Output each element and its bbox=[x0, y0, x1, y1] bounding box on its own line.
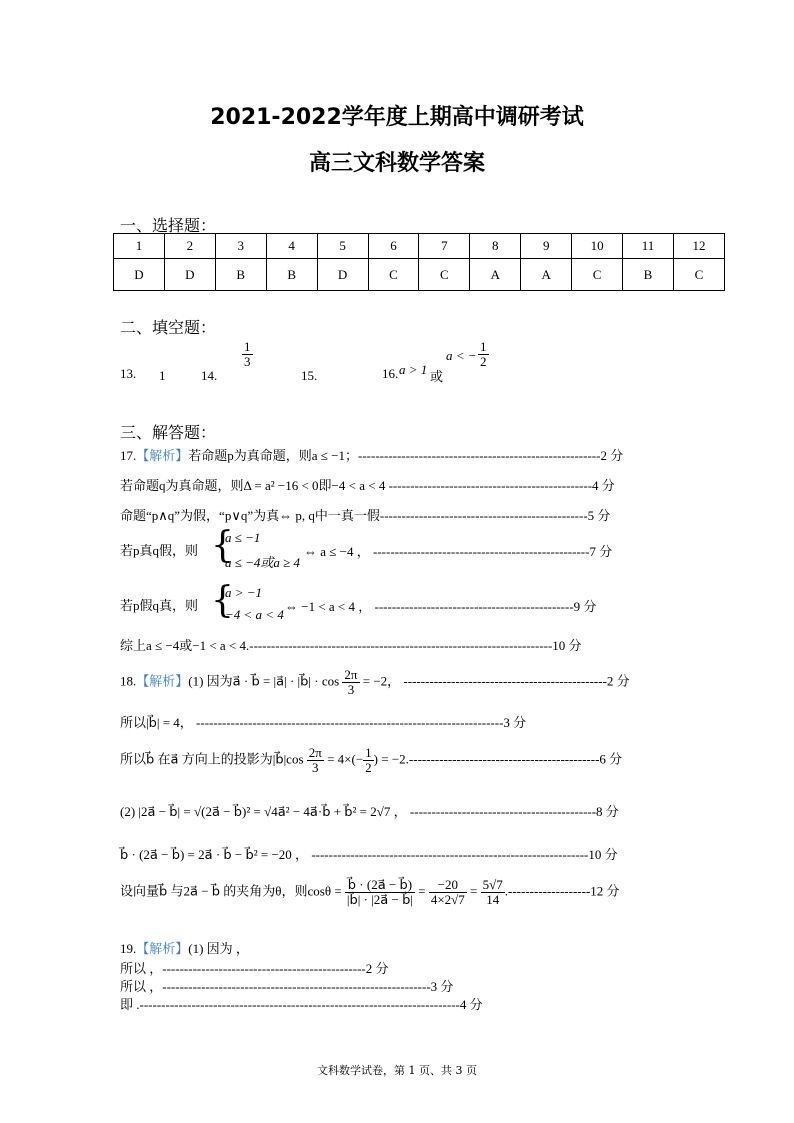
answer-cell: B bbox=[215, 259, 266, 291]
q18-text-4: (2) |2a⃗ − b⃗| = √(2a⃗ − b⃗)² = √4a⃗² − 4a⃗·b⃗ + b⃗² = 2√7 ， bbox=[120, 804, 407, 819]
page-footer: 文科数学试卷，第 1 页、共 3 页 bbox=[317, 1064, 477, 1077]
q18-score-1: -----------------------------------------------2 分 bbox=[403, 673, 630, 689]
q18-text-5: b⃗ · (2a⃗ − b⃗) = 2a⃗ · b⃗ − b⃗² = −20 ， bbox=[120, 847, 309, 862]
q17-case-top-1: a ≤ −1 bbox=[225, 530, 261, 545]
q17-result-4: ⇔ a ≤ −4 ， bbox=[304, 544, 370, 559]
question-number-cell: 12 bbox=[673, 234, 724, 259]
q18-score-6: .-------------------12 分 bbox=[504, 883, 620, 899]
q17-line-4-post bbox=[304, 541, 612, 560]
q18-score-3: --------------------------------------------6 分 bbox=[408, 751, 623, 767]
q14-label: 14. bbox=[201, 368, 218, 383]
q17-score-4: --------------------------------------------------7 分 bbox=[373, 544, 613, 559]
answer-cell: B bbox=[623, 259, 674, 291]
q18-frac3-den: 2 bbox=[365, 760, 372, 775]
q17-line-1 bbox=[120, 445, 623, 464]
q16-denominator: 2 bbox=[480, 354, 487, 369]
q18-line-4 bbox=[120, 801, 619, 820]
q18-frac5-num: −20 bbox=[429, 878, 467, 893]
answer-table bbox=[113, 233, 725, 291]
q18-line-6 bbox=[120, 878, 620, 907]
question-number-cell: 4 bbox=[266, 234, 317, 259]
answer-cell: B bbox=[266, 259, 317, 291]
q17-line-2 bbox=[120, 475, 615, 494]
q17-line-5-post bbox=[285, 596, 596, 615]
q18-score-5: ----------------------------------------------------------------10 分 bbox=[311, 847, 618, 862]
q19-number: 19. bbox=[120, 941, 137, 956]
q18-number: 18. bbox=[120, 673, 137, 689]
q16-label: 16. bbox=[382, 366, 399, 381]
answer-cell: D bbox=[164, 259, 215, 291]
q19-score-4: --------------------------------------------------------------------------4 分 bbox=[139, 997, 483, 1012]
answer-cell: C bbox=[368, 259, 419, 291]
q19-line-2 bbox=[120, 958, 388, 977]
q19-score-3: --------------------------------------------------------------3 分 bbox=[162, 979, 454, 994]
answer-cell: C bbox=[419, 259, 470, 291]
q16-or: 或 bbox=[430, 369, 444, 384]
q18-frac2-num: 2π bbox=[308, 745, 322, 760]
q19-text-4: 即 . bbox=[120, 997, 140, 1012]
answer-table-number-row bbox=[114, 234, 725, 259]
q17-case-top-2: a > −1 bbox=[225, 585, 263, 600]
q19-line-4 bbox=[120, 994, 483, 1013]
q17-case-bot-2: −4 < a < 4 bbox=[225, 607, 284, 622]
answer-cell: D bbox=[114, 259, 165, 291]
question-number-cell: 5 bbox=[317, 234, 368, 259]
q13-answer: 1 bbox=[159, 368, 166, 383]
q19-text-1: (1) 因为 ， bbox=[188, 941, 249, 956]
answer-cell: A bbox=[470, 259, 521, 291]
q16-fraction bbox=[478, 340, 489, 369]
q18-line-2 bbox=[120, 712, 526, 731]
q17-text-6: 综上a ≤ −4或−1 < a < 4. bbox=[120, 638, 250, 653]
q18-frac1-num: 2π bbox=[344, 667, 358, 682]
q17-score-3: ------------------------------------------------5 分 bbox=[379, 508, 611, 523]
q14-numerator: 1 bbox=[244, 339, 251, 354]
answer-table-answer-row bbox=[114, 259, 725, 291]
section-heading-solutions: 三、解答题： bbox=[120, 423, 217, 442]
q18-score-2: -----------------------------------------------------------------------3 分 bbox=[196, 715, 527, 730]
q18-score-4: -------------------------------------------8 分 bbox=[409, 804, 619, 819]
q18-text-3b: = 4×(− bbox=[327, 751, 364, 767]
answer-cell: C bbox=[673, 259, 724, 291]
q18-line-5 bbox=[120, 844, 618, 863]
q19-line-1 bbox=[120, 938, 249, 957]
q19-text-2: 所以 ， bbox=[120, 961, 163, 976]
q18-text-1a: (1) 因为a⃗ · b⃗ = |a⃗| · |b⃗| · cos bbox=[188, 673, 340, 689]
document-title: 2021-2022学年度上期高中调研考试 bbox=[210, 105, 584, 130]
q17-line-5 bbox=[120, 595, 198, 614]
question-number-cell: 1 bbox=[114, 234, 165, 259]
q18-frac3-num: 1 bbox=[365, 745, 372, 760]
q18-frac4-num: b⃗ · (2a⃗ − b⃗) bbox=[345, 878, 415, 893]
q16-numerator: 1 bbox=[480, 339, 487, 354]
q18-text-3a: 所以b⃗ 在a⃗ 方向上的投影为|b⃗|cos bbox=[120, 751, 304, 767]
q17-line-6 bbox=[120, 635, 582, 654]
q17-score-1: --------------------------------------------------------2 分 bbox=[358, 448, 624, 463]
q19-score-2: -----------------------------------------------2 分 bbox=[162, 961, 389, 976]
question-number-cell: 9 bbox=[521, 234, 572, 259]
answer-cell: D bbox=[317, 259, 368, 291]
q17-result-5: ⇔ −1 < a < 4 ， bbox=[285, 599, 372, 614]
q17-text-5: 若p假q真，则 bbox=[120, 598, 199, 613]
answer-cell: C bbox=[572, 259, 623, 291]
q18-line-3 bbox=[120, 746, 622, 775]
analysis-tag-18: 【解析】 bbox=[136, 673, 189, 689]
q18-eq-1: = bbox=[418, 883, 426, 899]
q13-label: 13. bbox=[120, 366, 137, 381]
q18-frac5-den: 4×2√7 bbox=[430, 892, 465, 907]
answer-cell: A bbox=[521, 259, 572, 291]
q19-line-3 bbox=[120, 976, 453, 995]
q16-part2: a < − bbox=[446, 348, 477, 363]
question-number-cell: 10 bbox=[572, 234, 623, 259]
q18-frac4-den: |b⃗| · |2a⃗ − b⃗| bbox=[346, 892, 413, 907]
q16-part1: a > 1 bbox=[399, 362, 428, 377]
q18-frac6-num: 5√7 bbox=[482, 877, 503, 892]
q15-label: 15. bbox=[301, 368, 318, 383]
q18-frac6-den: 14 bbox=[486, 892, 500, 907]
q17-brace-2: { bbox=[211, 580, 234, 621]
q14-denominator: 3 bbox=[244, 354, 251, 369]
q18-text-1b: = −2， bbox=[362, 673, 401, 689]
q18-frac1-den: 3 bbox=[347, 682, 355, 697]
q18-text-3c: ) = −2. bbox=[373, 751, 409, 767]
analysis-tag: 【解析】 bbox=[136, 448, 189, 463]
q17-text-1: 若命题p为真命题，则a ≤ −1； bbox=[188, 448, 359, 463]
question-number-cell: 7 bbox=[419, 234, 470, 259]
question-number-cell: 3 bbox=[215, 234, 266, 259]
q17-text-2: 若命题q为真命题，则Δ = a² −16 < 0即−4 < a < 4 bbox=[120, 478, 386, 493]
question-number-cell: 6 bbox=[368, 234, 419, 259]
q17-number: 17. bbox=[120, 448, 137, 463]
section-heading-fill: 二、填空题： bbox=[120, 318, 217, 337]
question-number-cell: 2 bbox=[164, 234, 215, 259]
q17-score-2: -----------------------------------------------4 分 bbox=[388, 478, 615, 493]
q17-score-6: ----------------------------------------------------------------------10 分 bbox=[249, 638, 582, 653]
document-subtitle: 高三文科数学答案 bbox=[308, 151, 485, 176]
q19-text-3: 所以 ， bbox=[120, 979, 163, 994]
q18-line-1 bbox=[120, 668, 630, 697]
q17-score-5: ----------------------------------------------9 分 bbox=[374, 599, 597, 614]
q17-text-4: 若p真q假，则 bbox=[120, 543, 199, 558]
q18-text-2: 所以|b⃗| = 4， bbox=[120, 715, 193, 730]
question-number-cell: 8 bbox=[470, 234, 521, 259]
q17-case-bot-1: a ≤ −4或a ≥ 4 bbox=[225, 555, 301, 570]
q17-brace-1: { bbox=[211, 525, 234, 566]
q18-text-6a: 设向量b⃗ 与2a⃗ − b⃗ 的夹角为θ，则cosθ = bbox=[120, 883, 342, 899]
analysis-tag-19: 【解析】 bbox=[136, 941, 189, 956]
q18-eq-2: = bbox=[470, 883, 478, 899]
q18-frac2-den: 3 bbox=[312, 760, 319, 775]
q17-line-3 bbox=[120, 505, 610, 524]
q17-line-4 bbox=[120, 540, 198, 559]
q14-answer bbox=[242, 340, 253, 369]
section-heading-choice: 一、选择题： bbox=[120, 216, 217, 235]
question-number-cell: 11 bbox=[623, 234, 674, 259]
q17-text-3: 命题“p∧q”为假，“p∨q”为真⇔ p, q中一真一假 bbox=[120, 508, 380, 523]
